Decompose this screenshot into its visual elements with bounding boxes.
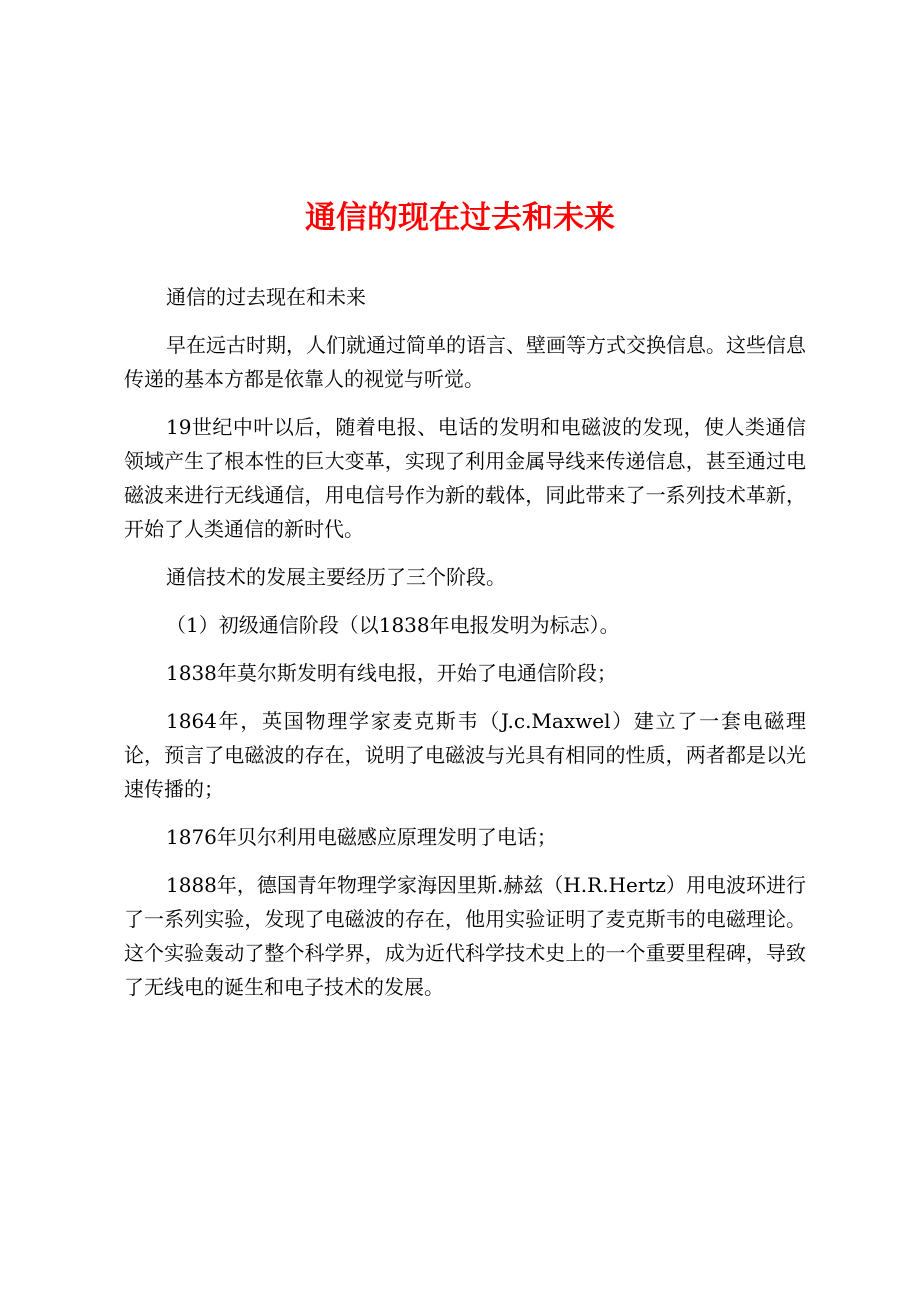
paragraph-1888: 1888年，德国青年物理学家海因里斯.赫兹（H.R.Hertz）用电波环进行了一系列实验，发现了电磁波的存在，他用实验证明了麦克斯韦的电磁理论。这个实验轰动了整个科学界，成为近代科学技术史上的一个重要里程碑，导致了无线电的诞生和电子技术的发展。 bbox=[124, 873, 806, 999]
paragraph-three-stages: 通信技术的发展主要经历了三个阶段。 bbox=[166, 565, 506, 589]
paragraph-stage-one: （1）初级通信阶段（以1838年电报发明为标志）。 bbox=[166, 613, 620, 637]
document-title: 通信的现在过去和未来 bbox=[305, 200, 615, 236]
paragraph-1876: 1876年贝尔利用电磁感应原理发明了电话； bbox=[166, 825, 557, 849]
paragraph-subtitle: 通信的过去现在和未来 bbox=[166, 285, 366, 309]
paragraph-1838: 1838年莫尔斯发明有线电报，开始了电通信阶段； bbox=[166, 661, 617, 685]
paragraph-19th-century: 19世纪中叶以后，随着电报、电话的发明和电磁波的发现，使人类通信领域产生了根本性的巨大变革，实现了利用金属导线来传递信息，甚至通过电磁波来进行无线通信，用电信号作为新的载体，同此带来了一系列技术革新，开始了人类通信的新时代。 bbox=[124, 415, 806, 541]
paragraph-1864: 1864年，英国物理学家麦克斯韦（J.c.Maxwel）建立了一套电磁理论，预言了电磁波的存在，说明了电磁波与光具有相同的性质，两者都是以光速传播的； bbox=[124, 709, 806, 801]
paragraph-ancient: 早在远古时期，人们就通过简单的语言、壁画等方式交换信息。这些信息传递的基本方都是依靠人的视觉与听觉。 bbox=[124, 333, 806, 391]
document-body bbox=[124, 280, 806, 1004]
